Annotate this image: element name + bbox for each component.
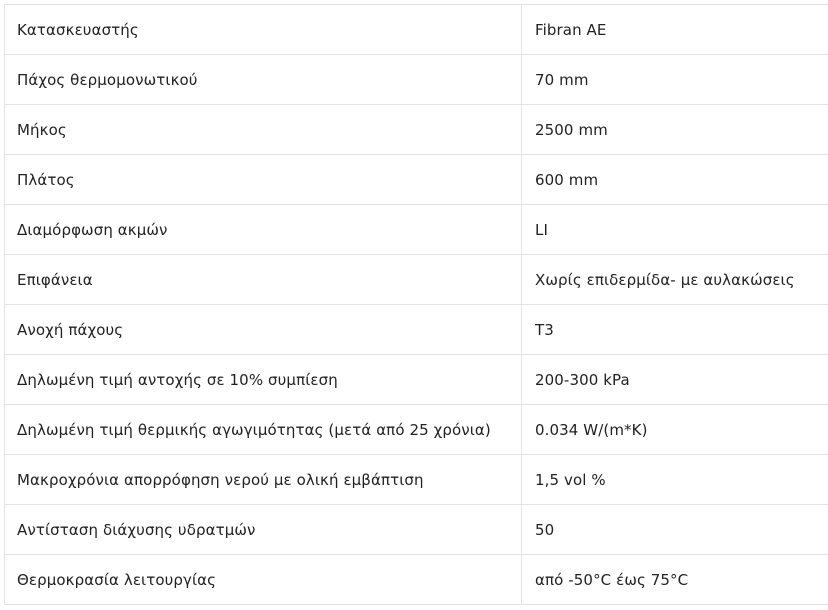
spec-value: από -50°C έως 75°C [522,555,828,605]
spec-label: Δηλωμένη τιμή θερμικής αγωγιμότητας (μετά από 25 χρόνια) [5,405,522,455]
spec-label: Μακροχρόνια απορρόφηση νερού με ολική εμβάπτιση [5,455,522,505]
spec-label: Αντίσταση διάχυσης υδρατμών [5,505,522,555]
spec-value: 0.034 W/(m*K) [522,405,828,455]
table-row [5,555,828,605]
table-row [5,405,828,455]
spec-label: Δηλωμένη τιμή αντοχής σε 10% συμπίεση [5,355,522,405]
spec-label: Ανοχή πάχους [5,305,522,355]
table-row [5,105,828,155]
spec-value: 600 mm [522,155,828,205]
spec-table-body [5,5,828,605]
table-row [5,305,828,355]
spec-label: Θερμοκρασία λειτουργίας [5,555,522,605]
spec-value: 50 [522,505,828,555]
table-row [5,355,828,405]
table-row [5,55,828,105]
table-row [5,205,828,255]
table-row [5,5,828,55]
spec-value: Χωρίς επιδερμίδα- με αυλακώσεις [522,255,828,305]
spec-value: T3 [522,305,828,355]
table-row [5,455,828,505]
product-specifications-table [4,4,828,605]
spec-value: 70 mm [522,55,828,105]
table-row [5,505,828,555]
spec-value: Fibran AE [522,5,828,55]
spec-value: 2500 mm [522,105,828,155]
spec-label: Διαμόρφωση ακμών [5,205,522,255]
spec-label: Μήκος [5,105,522,155]
table-row [5,255,828,305]
spec-value: 200-300 kPa [522,355,828,405]
spec-value: 1,5 vol % [522,455,828,505]
table-row [5,155,828,205]
spec-label: Επιφάνεια [5,255,522,305]
spec-value: LI [522,205,828,255]
spec-label: Κατασκευαστής [5,5,522,55]
spec-label: Πάχος θερμομονωτικού [5,55,522,105]
spec-label: Πλάτος [5,155,522,205]
